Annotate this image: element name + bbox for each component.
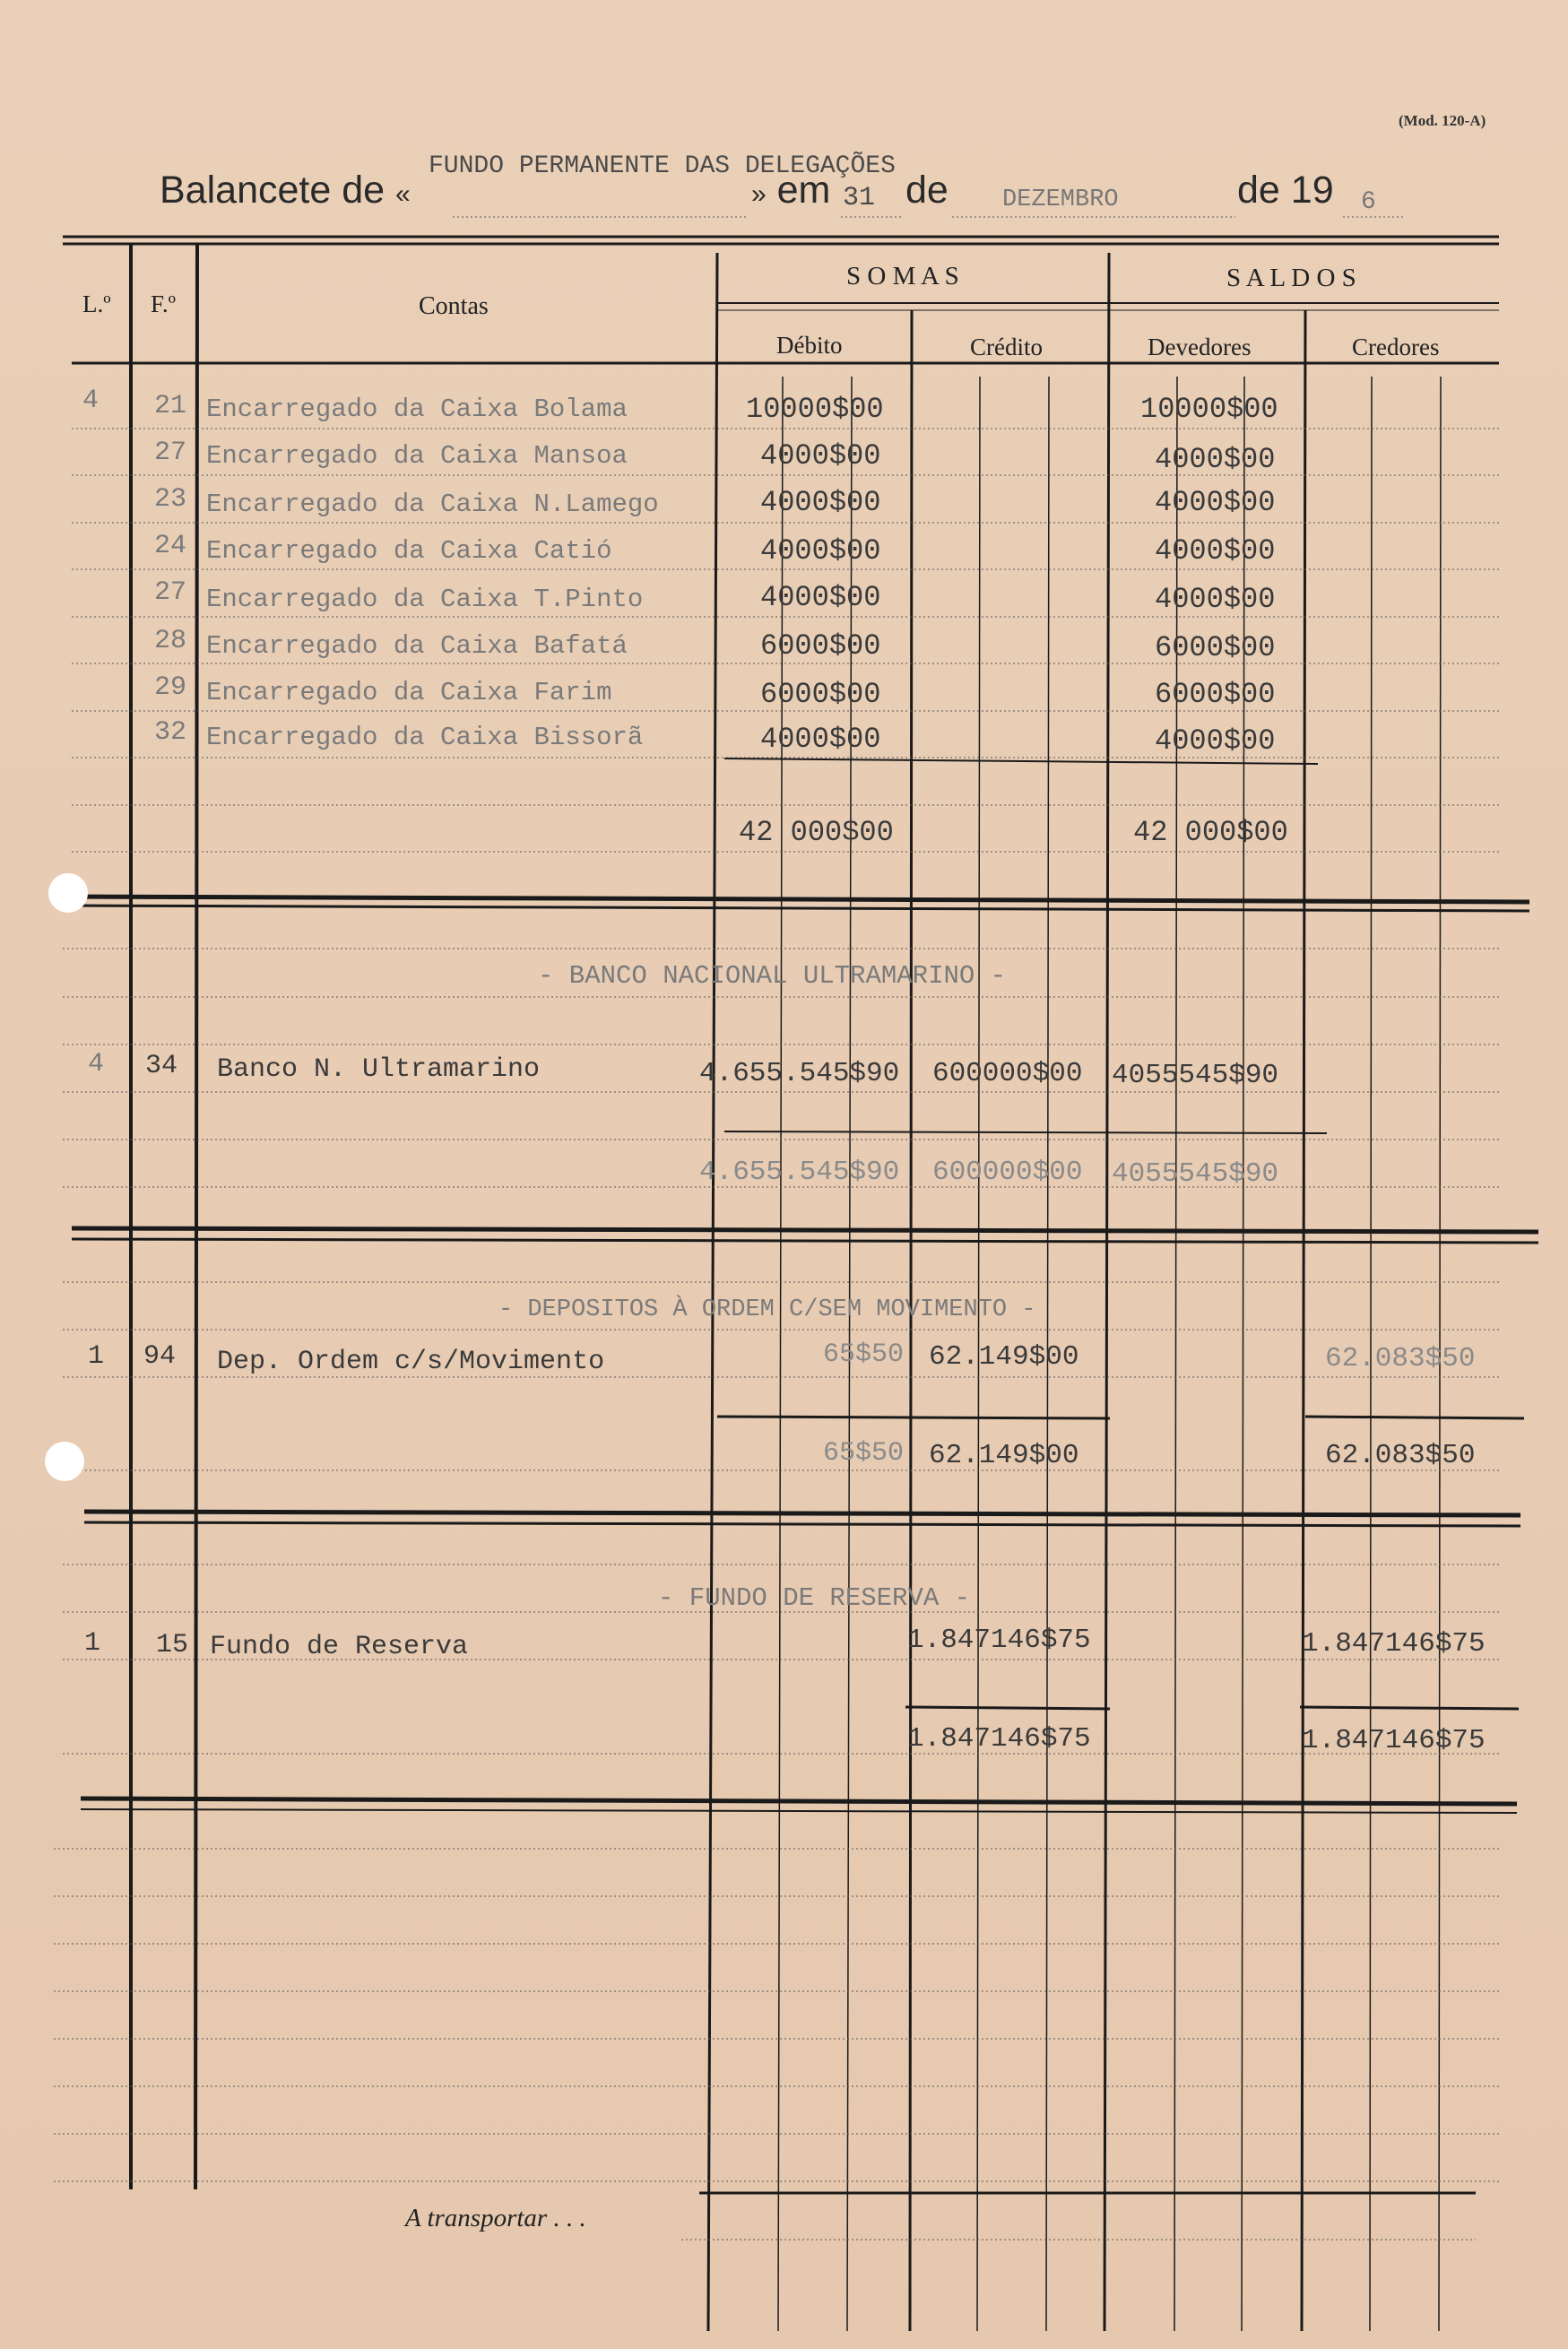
subtotal-devedores: 42 000$00 (1133, 816, 1288, 849)
form-title (160, 169, 411, 212)
subtotal-debito: 4.655.545$90 (699, 1157, 900, 1188)
row-folha: 15 (156, 1630, 189, 1660)
header-credores: Credores (1352, 334, 1440, 360)
section-heading: - FUNDO DE RESERVA - (658, 1583, 971, 1613)
row-debito: 4000$00 (760, 486, 881, 519)
subtotal-credito: 62.149$00 (929, 1440, 1079, 1471)
row-conta: Fundo de Reserva (210, 1632, 469, 1662)
punch-hole (48, 873, 88, 913)
row-folha: 94 (143, 1341, 177, 1372)
row-folha: 24 (154, 531, 187, 561)
row-devedores: 6000$00 (1155, 631, 1276, 664)
row-devedores: 4000$00 (1155, 724, 1276, 758)
em-label: em (776, 169, 831, 212)
row-debito: 4000$00 (760, 723, 881, 756)
row-credito: 1.847146$75 (907, 1625, 1091, 1656)
row-conta: Dep. Ordem c/s/Movimento (217, 1347, 605, 1377)
row-debito: 6000$00 (760, 629, 881, 663)
subtotal-credito: 600000$00 (932, 1157, 1083, 1188)
row-folha: 28 (154, 626, 187, 656)
subtotal-credores: 62.083$50 (1325, 1440, 1476, 1471)
row-conta: Encarregado da Caixa T.Pinto (206, 585, 644, 614)
subtotal-debito: 65$50 (823, 1438, 905, 1469)
row-livro: 1 (84, 1628, 101, 1659)
form-model-number: (Mod. 120-A) (1399, 112, 1486, 129)
row-folha: 34 (145, 1051, 178, 1081)
year-label: de 19 (1237, 169, 1334, 212)
row-conta: Encarregado da Caixa Farim (206, 678, 612, 707)
row-credores: 62.083$50 (1325, 1343, 1476, 1374)
row-folha: 21 (154, 391, 187, 421)
row-conta: Encarregado da Caixa Bolama (206, 394, 628, 424)
row-conta: Encarregado da Caixa Bafatá (206, 631, 628, 661)
transport-label: A transportar . . . (405, 2204, 586, 2232)
header-folha: F.º (151, 290, 176, 317)
row-debito: 4000$00 (760, 439, 881, 472)
section-heading: - BANCO NACIONAL ULTRAMARINO - (538, 961, 1007, 991)
subtotal-credito: 1.847146$75 (907, 1723, 1091, 1755)
row-folha: 27 (154, 438, 187, 468)
row-devedores: 4000$00 (1155, 486, 1276, 519)
row-folha: 32 (154, 717, 187, 748)
year-suffix: 6 (1361, 188, 1376, 216)
row-folha: 29 (154, 672, 187, 703)
row-livro: 1 (88, 1341, 105, 1372)
row-debito: 10000$00 (746, 393, 884, 426)
row-conta: Banco N. Ultramarino (217, 1054, 541, 1085)
row-conta: Encarregado da Caixa Mansoa (206, 441, 628, 471)
fund-name: FUNDO PERMANENTE DAS DELEGAÇÕES (429, 152, 896, 180)
row-devedores: 4000$00 (1155, 443, 1276, 476)
row-folha: 23 (154, 484, 187, 515)
row-livro: 4 (82, 386, 100, 416)
header-saldos: S A L D O S (1226, 264, 1356, 292)
row-folha: 27 (154, 577, 187, 608)
row-credito: 62.149$00 (929, 1341, 1079, 1373)
row-devedores: 6000$00 (1155, 678, 1276, 711)
date-line (751, 169, 830, 212)
row-debito: 65$50 (823, 1339, 905, 1370)
row-devedores: 4055545$90 (1112, 1060, 1279, 1091)
month-value: DEZEMBRO (1002, 186, 1119, 213)
row-credores: 1.847146$75 (1302, 1628, 1486, 1660)
row-devedores: 4000$00 (1155, 583, 1276, 616)
row-devedores: 10000$00 (1140, 393, 1278, 426)
header-devedores: Devedores (1148, 334, 1252, 360)
row-conta: Encarregado da Caixa Bissorã (206, 723, 644, 752)
open-quote: « (394, 179, 411, 209)
section-heading: - DEPOSITOS À ORDEM C/SEM MOVIMENTO - (498, 1296, 1036, 1323)
punch-hole (45, 1442, 84, 1481)
subtotal-debito: 42 000$00 (739, 816, 894, 849)
row-livro: 4 (88, 1049, 105, 1079)
header-debito: Débito (776, 332, 843, 359)
header-livro: L.º (82, 290, 111, 317)
row-conta: Encarregado da Caixa Catió (206, 536, 612, 566)
subtotal-devedores: 4055545$90 (1112, 1158, 1279, 1190)
row-debito: 4000$00 (760, 534, 881, 568)
header-contas: Contas (419, 292, 489, 320)
title-prefix: Balancete de (160, 169, 386, 212)
subtotal-credores: 1.847146$75 (1302, 1725, 1486, 1756)
header-somas: S O M A S (846, 262, 959, 290)
day-value: 31 (843, 183, 876, 213)
row-debito: 6000$00 (760, 678, 881, 711)
row-conta: Encarregado da Caixa N.Lamego (206, 490, 659, 519)
header-credito: Crédito (970, 334, 1043, 360)
close-quote: » (751, 179, 767, 209)
row-debito: 4.655.545$90 (699, 1058, 900, 1089)
row-credito: 600000$00 (932, 1058, 1083, 1089)
de-label: de (905, 169, 949, 212)
row-devedores: 4000$00 (1155, 534, 1276, 568)
row-debito: 4000$00 (760, 581, 881, 614)
